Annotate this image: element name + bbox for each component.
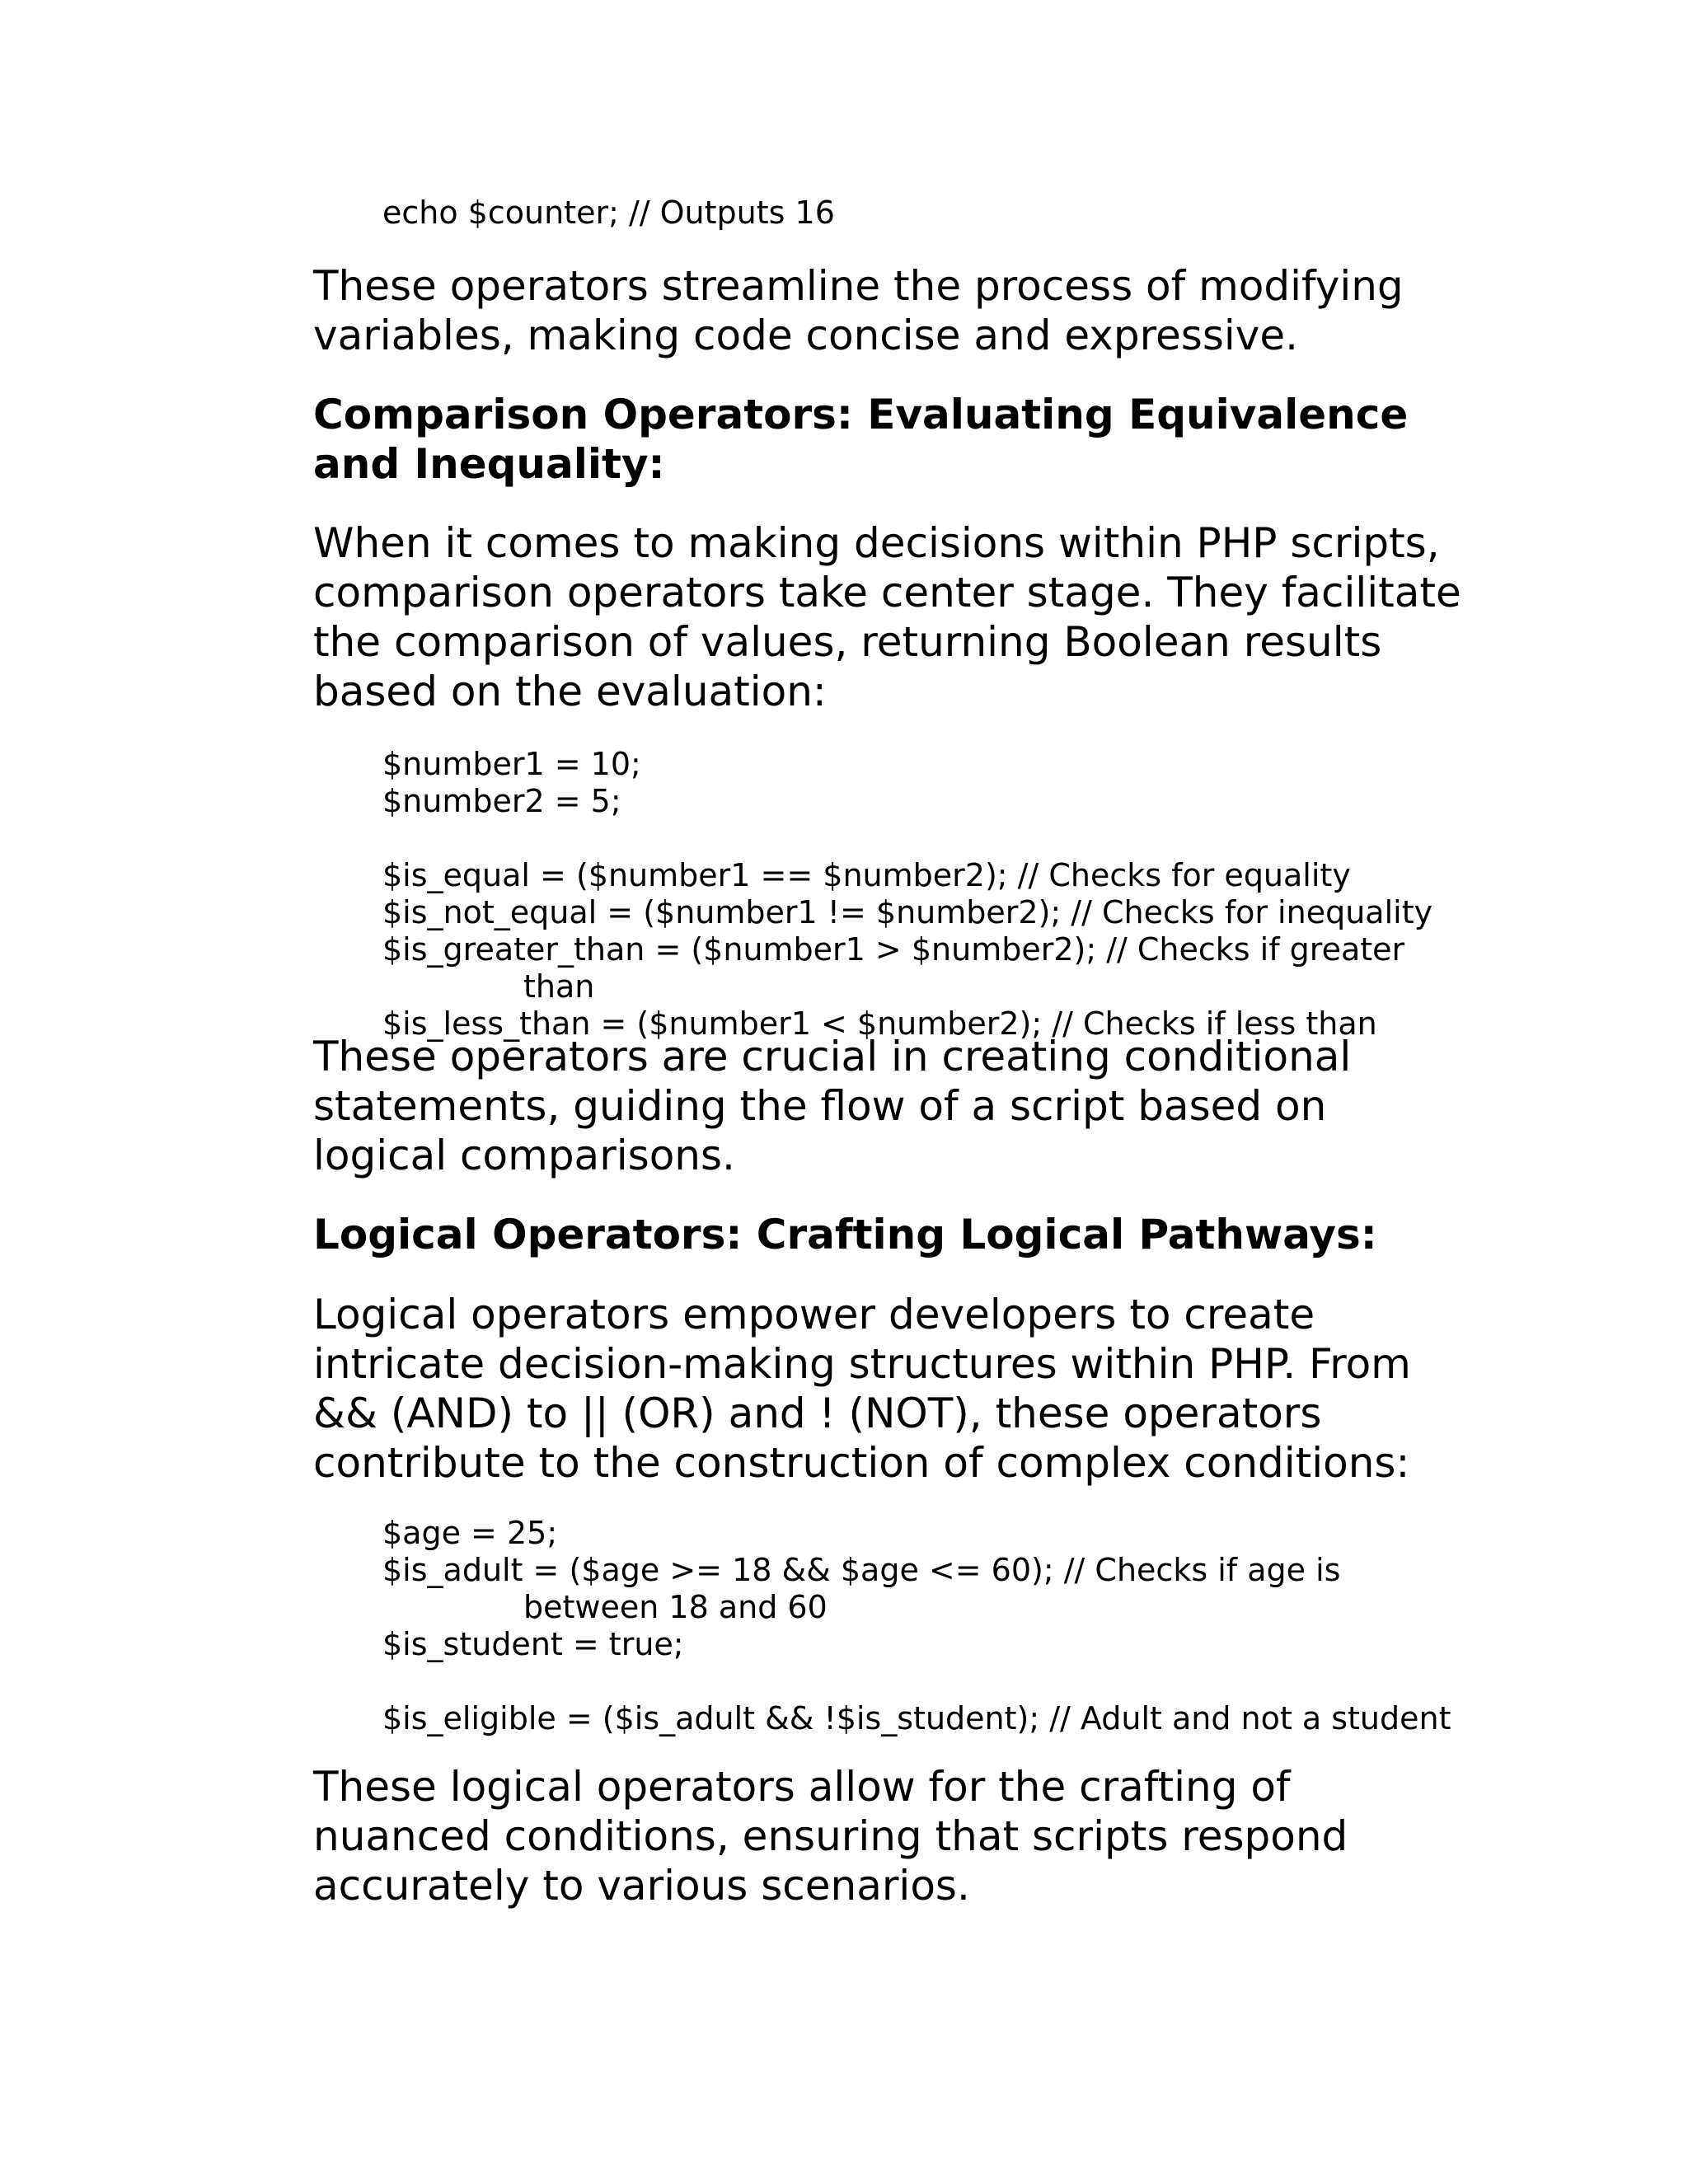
code-line: $is_adult = ($age >= 18 && $age <= 60); // Checks if age is	[382, 1552, 1341, 1588]
paragraph-line: variables, making code concise and expressive.	[313, 312, 1299, 359]
paragraph-line: statements, guiding the flow of a script based on	[313, 1082, 1327, 1130]
code-line: echo $counter; // Outputs 16	[382, 194, 835, 231]
code-line: $number1 = 10;	[382, 746, 641, 782]
paragraph-line: && (AND) to || (OR) and ! (NOT), these operators	[313, 1390, 1322, 1437]
section-heading-comparison	[313, 390, 1467, 489]
paragraph-line: Logical operators empower developers to create	[313, 1291, 1315, 1338]
paragraph-line: nuanced conditions, ensuring that scripts respond	[313, 1812, 1348, 1860]
paragraph-line: These operators are crucial in creating conditional	[313, 1033, 1352, 1080]
code-line: $is_eligible = ($is_adult && !$is_student); // Adult and not a student	[382, 1700, 1451, 1736]
section-heading-logical	[313, 1210, 1467, 1259]
heading-line: and Inequality:	[313, 440, 665, 488]
paragraph-line: comparison operators take center stage. They facilitate	[313, 569, 1461, 616]
paragraph-line: contribute to the construction of complex conditions:	[313, 1439, 1410, 1487]
paragraph-line: accurately to various scenarios.	[313, 1862, 970, 1910]
paragraph-line: These logical operators allow for the crafting of	[313, 1763, 1291, 1811]
code-line: $age = 25;	[382, 1515, 558, 1551]
paragraph-line: When it comes to making decisions within PHP scripts,	[313, 519, 1440, 567]
code-line: $number2 = 5;	[382, 783, 621, 819]
heading-line: Comparison Operators: Evaluating Equivalence	[313, 391, 1409, 438]
code-blank-line	[313, 1663, 1467, 1700]
paragraph-line: intricate decision-making structures within PHP. From	[313, 1340, 1411, 1388]
code-continuation-line: between 18 and 60	[523, 1589, 828, 1625]
paragraph-line: the comparison of values, returning Boolean results	[313, 618, 1382, 666]
code-snippet-echo	[313, 194, 1467, 232]
paragraph-streamline	[313, 261, 1467, 360]
code-continuation-line: than	[523, 968, 595, 1005]
code-snippet-comparison	[313, 746, 1467, 1043]
paragraph-line: These operators streamline the process of modifying	[313, 262, 1404, 310]
paragraph-line: based on the evaluation:	[313, 668, 827, 715]
paragraph-comparison-intro	[313, 518, 1467, 716]
paragraph-logical-intro	[313, 1290, 1467, 1488]
heading-line: Logical Operators: Crafting Logical Pathways:	[313, 1211, 1377, 1258]
code-line: $is_student = true;	[382, 1626, 684, 1662]
code-line: $is_not_equal = ($number1 != $number2); // Checks for inequality	[382, 894, 1433, 930]
code-line: $is_equal = ($number1 == $number2); // Checks for equality	[382, 857, 1351, 893]
code-line: $is_less_than = ($number1 < $number2); // Checks if less than	[382, 1005, 1377, 1042]
code-snippet-logical	[313, 1515, 1467, 1737]
paragraph-logical-outro	[313, 1762, 1467, 1910]
paragraph-comparison-outro	[313, 1032, 1467, 1180]
code-blank-line	[313, 820, 1467, 857]
paragraph-line: logical comparisons.	[313, 1132, 735, 1179]
code-line: $is_greater_than = ($number1 > $number2); // Checks if greater	[382, 931, 1405, 968]
